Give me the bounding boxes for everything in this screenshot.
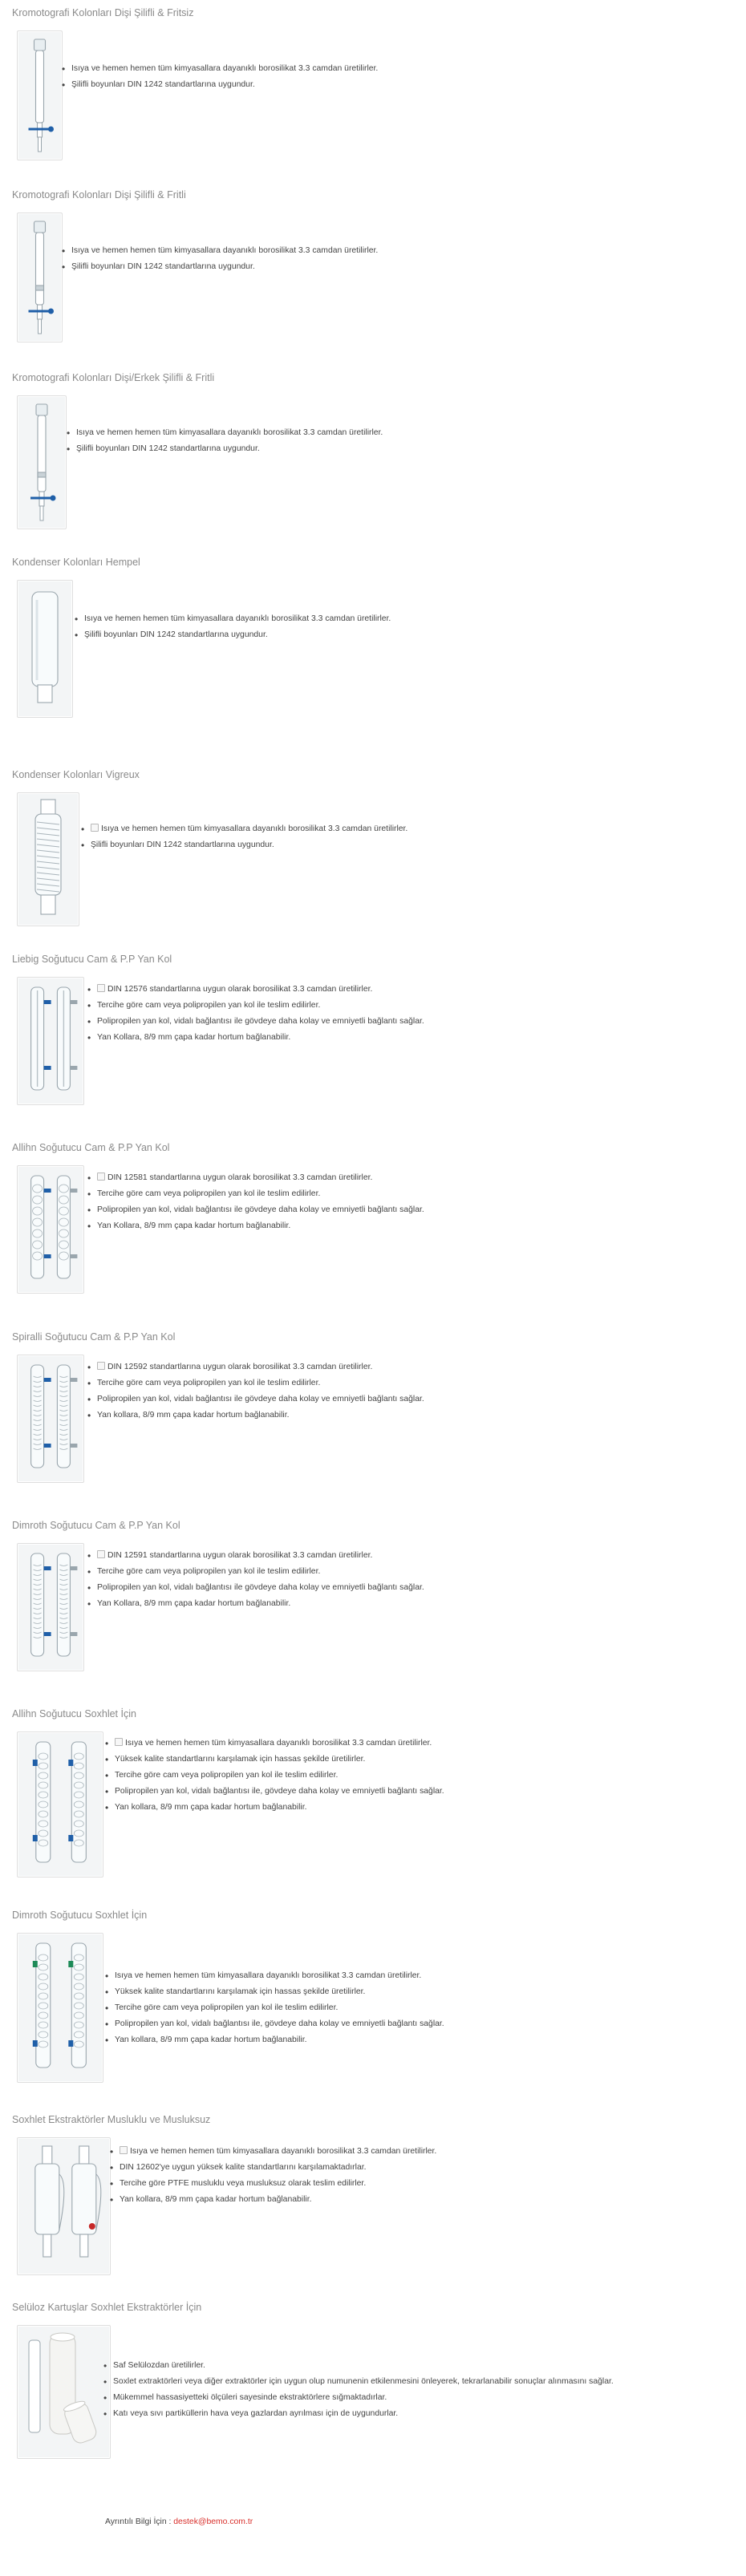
spiral-condenser-icon: [17, 1355, 84, 1483]
contact-email-link[interactable]: destek@bemo.com.tr: [173, 2517, 253, 2526]
feature-text: Polipropilen yan kol, vidalı bağlantısı ile gövdeye daha kolay ve emniyetli bağlantı sağlar.: [97, 1205, 424, 1214]
section-title: Kromotografi Kolonları Dişi Şilifli & Fritli: [12, 189, 186, 200]
chromatography-column-icon: [17, 30, 63, 160]
product-section: [12, 1331, 734, 1343]
feature-text: Şilifli boyunları DIN 1242 standartlarına uygundur.: [71, 262, 255, 271]
feature-text: Tercihe göre PTFE musluklu veya musluksuz olarak teslim edilirler.: [120, 2179, 367, 2188]
feature-text: Isıya ve hemen hemen tüm kimyasallara dayanıklı borosilikat 3.3 camdan üretilirler.: [71, 64, 379, 73]
feature-item: [109, 2160, 436, 2176]
feature-text: Şilifli boyunları DIN 1242 standartlarına uygundur.: [84, 630, 268, 639]
feature-text: Şilifli boyunları DIN 1242 standartlarına uygundur.: [71, 80, 255, 89]
feature-item: [87, 1580, 424, 1596]
feature-text: Isıya ve hemen hemen tüm kimyasallara dayanıklı borosilikat 3.3 camdan üretilirler.: [71, 246, 379, 255]
feature-text: Yan kollara, 8/9 mm çapa kadar hortum bağlanabilir.: [115, 1803, 307, 1812]
feature-item: [103, 2406, 614, 2422]
feature-item: [104, 2000, 444, 2016]
feature-item: [61, 77, 378, 93]
feature-item: [103, 2358, 614, 2374]
section-title: Allihn Soğutucu Cam & P.P Yan Kol: [12, 1142, 170, 1153]
feature-text: DIN 12602'ye uygun yüksek kalite standartlarını karşılamaktadırlar.: [120, 2163, 367, 2172]
feature-item: [66, 441, 383, 457]
product-section: [12, 6, 734, 19]
broken-image-icon: [120, 2146, 128, 2154]
feature-item: [103, 2374, 614, 2390]
product-section: [12, 1519, 734, 1532]
feature-text: Isıya ve hemen hemen tüm kimyasallara dayanıklı borosilikat 3.3 camdan üretilirler.: [101, 824, 408, 833]
feature-text: DIN 12591 standartlarına uygun olarak borosilikat 3.3 camdan üretilirler.: [107, 1551, 373, 1560]
feature-text: Yüksek kalite standartlarını karşılamak için hassas şekilde üretilirler.: [115, 1755, 366, 1764]
feature-text: Soxlet extraktörleri veya diğer extraktörler için uygun olup numunenin etkilenmesini önleyerek, tekrarlanabilir sonuçlar alınmasını sağlar.: [113, 2377, 614, 2386]
feature-text: Mükemmel hassasiyetteki ölçüleri sayesinde ekstraktörlere sığmaktadırlar.: [113, 2393, 387, 2402]
feature-item: [104, 1800, 444, 1816]
feature-item: [87, 1359, 424, 1375]
feature-text: Polipropilen yan kol, vidalı bağlantısı ile gövdeye daha kolay ve emniyetli bağlantı sağlar.: [97, 1583, 424, 1592]
broken-image-icon: [91, 824, 99, 832]
feature-item: [87, 982, 424, 998]
feature-item: [109, 2176, 436, 2192]
feature-item: [74, 627, 391, 643]
feature-item: [87, 1391, 424, 1407]
feature-item: [87, 1014, 424, 1030]
feature-text: DIN 12592 standartlarına uygun olarak borosilikat 3.3 camdan üretilirler.: [107, 1363, 373, 1371]
chromatography-column-icon: [17, 213, 63, 342]
feature-list: [103, 2358, 614, 2422]
feature-list: [66, 425, 383, 457]
feature-item: [87, 1596, 424, 1612]
product-section: [12, 1141, 734, 1154]
feature-text: Yan Kollara, 8/9 mm çapa kadar hortum bağlanabilir.: [97, 1033, 291, 1042]
product-section: [12, 188, 734, 201]
broken-image-icon: [97, 1550, 105, 1558]
feature-text: Polipropilen yan kol, vidalı bağlantısı ile, gövdeye daha kolay ve emniyetli bağlantı sağlar.: [115, 2019, 444, 2028]
feature-item: [109, 2192, 436, 2208]
feature-item: [87, 1564, 424, 1580]
section-title: Dimroth Soğutucu Soxhlet İçin: [12, 1910, 148, 1921]
soxhlet-extractor-icon: [17, 2137, 111, 2275]
feature-text: Polipropilen yan kol, vidalı bağlantısı ile gövdeye daha kolay ve emniyetli bağlantı sağlar.: [97, 1017, 424, 1026]
product-section: [12, 556, 734, 569]
feature-list: [109, 2144, 436, 2208]
feature-item: [104, 1752, 444, 1768]
section-title: Soxhlet Ekstraktörler Musluklu ve Musluksuz: [12, 2114, 211, 2125]
feature-item: [74, 611, 391, 627]
feature-text: Tercihe göre cam veya polipropilen yan kol ile teslim edilirler.: [97, 1001, 321, 1010]
section-title: Allihn Soğutucu Soxhlet İçin: [12, 1708, 136, 1719]
feature-item: [87, 1407, 424, 1424]
vigreux-column-icon: [17, 792, 79, 926]
feature-text: Polipropilen yan kol, vidalı bağlantısı ile, gövdeye daha kolay ve emniyetli bağlantı sağlar.: [115, 1787, 444, 1796]
feature-list: [61, 243, 378, 275]
feature-list: [87, 1170, 424, 1234]
feature-item: [61, 259, 378, 275]
feature-item: [104, 1736, 444, 1752]
feature-text: Polipropilen yan kol, vidalı bağlantısı ile gövdeye daha kolay ve emniyetli bağlantı sağlar.: [97, 1395, 424, 1403]
section-title: Spiralli Soğutucu Cam & P.P Yan Kol: [12, 1331, 176, 1343]
feature-item: [104, 1784, 444, 1800]
feature-text: Katı veya sıvı partiküllerin hava veya gazlardan ayrılması için de uygundurlar.: [113, 2409, 399, 2418]
feature-item: [61, 61, 378, 77]
feature-list: [87, 982, 424, 1046]
feature-text: Isıya ve hemen hemen tüm kimyasallara dayanıklı borosilikat 3.3 camdan üretilirler.: [76, 428, 383, 437]
feature-item: [104, 2032, 444, 2048]
feature-item: [87, 1186, 424, 1202]
feature-item: [87, 1548, 424, 1564]
liebig-condenser-icon: [17, 977, 84, 1105]
feature-list: [61, 61, 378, 93]
allihn-soxhlet-condenser-icon: [17, 1732, 103, 1877]
product-section: [12, 2113, 734, 2126]
section-title: Selüloz Kartuşlar Soxhlet Ekstraktörler İçin: [12, 2302, 202, 2313]
broken-image-icon: [97, 1362, 105, 1370]
feature-text: Yan kollara, 8/9 mm çapa kadar hortum bağlanabilir.: [97, 1411, 290, 1420]
feature-list: [87, 1548, 424, 1612]
chromatography-column-icon: [17, 395, 67, 529]
product-section: [12, 2301, 734, 2314]
feature-item: [61, 243, 378, 259]
feature-item: [104, 1984, 444, 2000]
section-title: Kondenser Kolonları Hempel: [12, 557, 140, 568]
feature-list: [104, 1736, 444, 1816]
feature-text: Saf Selülozdan üretilirler.: [113, 2361, 205, 2370]
feature-text: Tercihe göre cam veya polipropilen yan kol ile teslim edilirler.: [97, 1189, 321, 1198]
feature-text: Yan Kollara, 8/9 mm çapa kadar hortum bağlanabilir.: [97, 1221, 291, 1230]
feature-list: [74, 611, 391, 643]
section-title: Liebig Soğutucu Cam & P.P Yan Kol: [12, 954, 172, 965]
contact-line: [105, 2517, 253, 2526]
feature-text: Isıya ve hemen hemen tüm kimyasallara dayanıklı borosilikat 3.3 camdan üretilirler.: [130, 2147, 437, 2156]
feature-text: Yan Kollara, 8/9 mm çapa kadar hortum bağlanabilir.: [97, 1599, 291, 1608]
section-title: Dimroth Soğutucu Cam & P.P Yan Kol: [12, 1520, 180, 1531]
feature-text: Isıya ve hemen hemen tüm kimyasallara dayanıklı borosilikat 3.3 camdan üretilirler.: [125, 1739, 432, 1748]
allihn-condenser-icon: [17, 1165, 84, 1294]
section-title: Kromotografi Kolonları Dişi/Erkek Şilifli & Fritli: [12, 372, 215, 383]
feature-item: [87, 1030, 424, 1046]
dimroth-condenser-icon: [17, 1543, 84, 1671]
feature-text: Şilifli boyunları DIN 1242 standartlarına uygundur.: [76, 444, 260, 453]
feature-list: [104, 1968, 444, 2048]
feature-item: [80, 837, 407, 853]
feature-item: [104, 2016, 444, 2032]
feature-text: Yan kollara, 8/9 mm çapa kadar hortum bağlanabilir.: [115, 2035, 307, 2044]
product-section: [12, 953, 734, 966]
feature-item: [87, 1375, 424, 1391]
feature-item: [104, 1968, 444, 1984]
feature-item: [87, 1218, 424, 1234]
feature-text: Isıya ve hemen hemen tüm kimyasallara dayanıklı borosilikat 3.3 camdan üretilirler.: [115, 1971, 422, 1980]
feature-text: Tercihe göre cam veya polipropilen yan kol ile teslim edilirler.: [97, 1379, 321, 1387]
feature-text: Yüksek kalite standartlarını karşılamak için hassas şekilde üretilirler.: [115, 1987, 366, 1996]
cellulose-thimble-icon: [17, 2325, 111, 2459]
product-section: [12, 371, 734, 384]
product-section: [12, 1707, 734, 1720]
dimroth-soxhlet-condenser-icon: [17, 1933, 103, 2083]
broken-image-icon: [97, 1173, 105, 1181]
feature-item: [109, 2144, 436, 2160]
feature-text: Şilifli boyunları DIN 1242 standartlarına uygundur.: [91, 840, 274, 849]
feature-text: Isıya ve hemen hemen tüm kimyasallara dayanıklı borosilikat 3.3 camdan üretilirler.: [84, 614, 391, 623]
feature-list: [87, 1359, 424, 1424]
product-section: [12, 1909, 734, 1922]
feature-text: Yan kollara, 8/9 mm çapa kadar hortum bağlanabilir.: [120, 2195, 312, 2204]
product-section: [12, 768, 734, 781]
feature-text: Tercihe göre cam veya polipropilen yan kol ile teslim edilirler.: [115, 1771, 339, 1780]
feature-item: [87, 998, 424, 1014]
feature-item: [87, 1170, 424, 1186]
feature-text: DIN 12581 standartlarına uygun olarak borosilikat 3.3 camdan üretilirler.: [107, 1173, 373, 1182]
contact-label: Ayrıntılı Bilgi İçin :: [105, 2517, 172, 2526]
feature-text: Tercihe göre cam veya polipropilen yan kol ile teslim edilirler.: [115, 2003, 339, 2012]
broken-image-icon: [97, 984, 105, 992]
feature-list: [80, 821, 407, 853]
hempel-column-icon: [17, 580, 73, 718]
feature-item: [104, 1768, 444, 1784]
feature-item: [87, 1202, 424, 1218]
section-title: Kondenser Kolonları Vigreux: [12, 769, 140, 780]
section-title: Kromotografi Kolonları Dişi Şilifli & Fritsiz: [12, 7, 194, 18]
broken-image-icon: [115, 1738, 123, 1746]
feature-item: [103, 2390, 614, 2406]
feature-text: DIN 12576 standartlarına uygun olarak borosilikat 3.3 camdan üretilirler.: [107, 985, 373, 994]
feature-text: Tercihe göre cam veya polipropilen yan kol ile teslim edilirler.: [97, 1567, 321, 1576]
feature-item: [66, 425, 383, 441]
feature-item: [80, 821, 407, 837]
